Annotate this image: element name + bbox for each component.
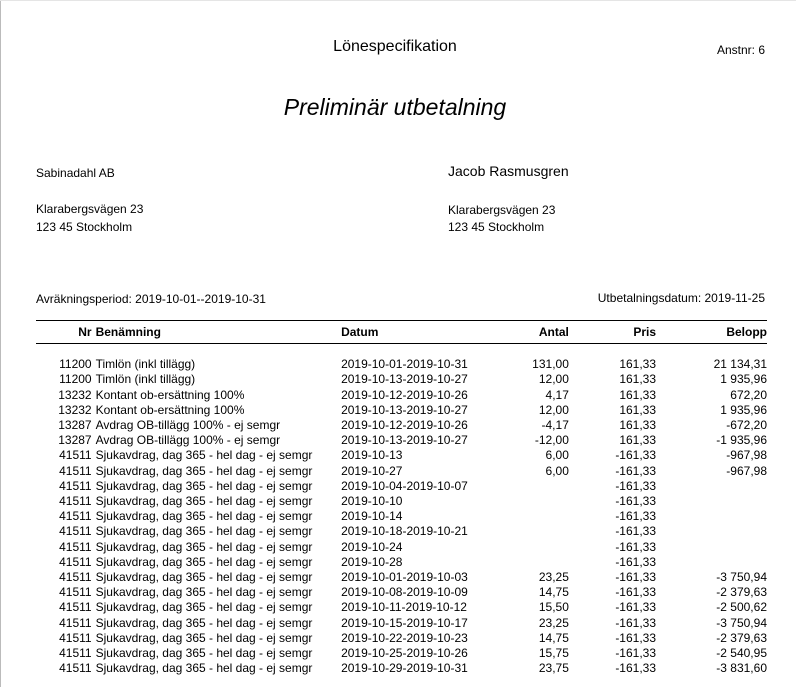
table-row (36, 661, 767, 676)
page-edge-top (0, 0, 796, 1)
cell-nr: 41511 (59, 570, 92, 585)
cell-nr: 41511 (59, 661, 92, 676)
table-row (36, 646, 767, 661)
cell-date: 2019-10-27 (341, 463, 403, 478)
cell-pris: 161,33 (619, 418, 657, 432)
cell-date: 2019-10-25-2019-10-26 (341, 646, 468, 661)
cell-nr: 41511 (59, 539, 92, 554)
cell-name: Sjukavdrag, dag 365 - hel dag - ej semgr (95, 615, 313, 630)
cell-date: 2019-10-28 (341, 554, 403, 569)
cell-belopp: -2 379,63 (716, 585, 767, 600)
cell-name: Sjukavdrag, dag 365 - hel dag - ej semgr (95, 554, 313, 569)
cell-date: 2019-10-12-2019-10-26 (341, 418, 468, 432)
cell-antal (491, 494, 569, 509)
cell-date: 2019-10-11-2019-10-12 (341, 600, 467, 615)
cell-nr: 41511 (59, 448, 92, 463)
cell-antal: 131,00 (532, 357, 569, 372)
cell-nr: 41511 (59, 646, 92, 661)
cell-nr: 41511 (59, 554, 92, 569)
cell-antal: -4,17 (541, 418, 569, 432)
employee-name: Jacob Rasmusgren (448, 163, 569, 179)
cell-antal (491, 540, 569, 555)
cell-nr: 13232 (58, 402, 92, 417)
pay-items-table (36, 322, 767, 676)
table-row (36, 494, 767, 509)
cell-antal: 12,00 (538, 372, 569, 387)
table-row (36, 524, 767, 539)
cell-date: 2019-10-15-2019-10-17 (341, 615, 468, 630)
cell-name: Sjukavdrag, dag 365 - hel dag - ej semgr (95, 585, 313, 600)
cell-nr: 41511 (59, 524, 92, 539)
table-top-rule (36, 320, 767, 321)
cell-date: 2019-10-10 (341, 494, 403, 509)
cell-pris: 161,33 (619, 387, 657, 402)
cell-antal: 4,17 (545, 387, 569, 402)
employee-city: 123 45 Stockholm (448, 220, 545, 234)
cell-antal: -12,00 (534, 433, 569, 448)
cell-antal: 12,00 (538, 402, 569, 417)
cell-antal: 23,25 (538, 615, 569, 630)
cell-date: 2019-10-04-2019-10-07 (341, 478, 468, 493)
cell-date: 2019-10-08-2019-10-09 (341, 585, 468, 600)
table-row (36, 479, 767, 494)
table-row (36, 372, 767, 387)
cell-pris: -161,33 (615, 539, 657, 554)
table-row (36, 555, 767, 570)
table-row (36, 509, 767, 524)
cell-name: Sjukavdrag, dag 365 - hel dag - ej semgr (95, 463, 313, 478)
cell-belopp: -967,98 (726, 463, 767, 478)
cell-name: Avdrag OB-tillägg 100% - ej semgr (95, 433, 281, 448)
cell-date: 2019-10-14 (341, 509, 403, 524)
cell-date: 2019-10-18-2019-10-21 (341, 524, 468, 539)
cell-pris: -161,33 (615, 661, 657, 676)
cell-belopp (656, 479, 767, 494)
cell-pris: 161,33 (619, 372, 657, 387)
cell-belopp: -2 500,62 (716, 600, 767, 615)
payment-date: Utbetalningsdatum: 2019-11-25 (597, 291, 765, 305)
table-row (36, 464, 767, 479)
cell-name: Sjukavdrag, dag 365 - hel dag - ej semgr (95, 524, 313, 539)
table-row (36, 570, 767, 585)
cell-nr: 11200 (59, 372, 92, 387)
cell-nr: 41511 (59, 463, 92, 478)
cell-date: 2019-10-13-2019-10-27 (341, 402, 468, 417)
table-header-row (36, 322, 767, 342)
col-header-date: Datum (341, 325, 379, 339)
cell-date: 2019-10-22-2019-10-23 (341, 630, 468, 645)
cell-pris: -161,33 (615, 585, 657, 600)
cell-pris: -161,33 (615, 478, 657, 493)
cell-belopp: 1 935,96 (720, 372, 767, 387)
cell-pris: -161,33 (615, 615, 657, 630)
cell-pris: 161,33 (619, 357, 657, 372)
cell-belopp: -3 750,94 (716, 615, 767, 630)
cell-date: 2019-10-01-2019-10-31 (341, 357, 468, 372)
cell-belopp: 1 935,96 (720, 402, 767, 417)
cell-antal (491, 555, 569, 570)
table-row (36, 631, 767, 646)
cell-pris: -161,33 (615, 570, 657, 585)
col-header-antal: Antal (538, 325, 569, 339)
cell-belopp: 672,20 (730, 387, 767, 402)
employee-street: Klarabergsvägen 23 (448, 203, 556, 217)
cell-nr: 41511 (59, 509, 92, 524)
cell-pris: -161,33 (615, 463, 657, 478)
settlement-period: Avräkningsperiod: 2019-10-01--2019-10-31 (36, 292, 266, 306)
cell-name: Timlön (inkl tillägg) (95, 372, 196, 387)
cell-nr: 13287 (58, 418, 92, 432)
cell-belopp (656, 494, 767, 509)
cell-name: Sjukavdrag, dag 365 - hel dag - ej semgr (95, 570, 313, 585)
cell-name: Sjukavdrag, dag 365 - hel dag - ej semgr (95, 630, 313, 645)
cell-antal: 14,75 (538, 630, 569, 645)
cell-belopp: -1 935,96 (716, 433, 767, 448)
table-row (36, 403, 767, 418)
col-header-nr: Nr (78, 325, 92, 339)
cell-name: Kontant ob-ersättning 100% (95, 387, 245, 402)
cell-belopp: -2 379,63 (716, 630, 767, 645)
cell-antal: 15,50 (538, 600, 569, 615)
cell-pris: 161,33 (619, 433, 657, 448)
cell-name: Timlön (inkl tillägg) (95, 357, 196, 372)
cell-belopp (656, 509, 767, 524)
spacer-row (36, 342, 767, 357)
cell-nr: 11200 (59, 357, 92, 372)
col-header-belopp: Belopp (726, 325, 767, 339)
cell-belopp: -672,20 (726, 418, 767, 432)
cell-pris: -161,33 (615, 509, 657, 524)
cell-pris: -161,33 (615, 554, 657, 569)
table-row (36, 585, 767, 600)
table-row (36, 540, 767, 555)
cell-nr: 13232 (58, 387, 92, 402)
cell-belopp: -2 540,95 (716, 646, 767, 661)
cell-belopp (656, 524, 767, 539)
cell-nr: 41511 (59, 478, 92, 493)
cell-antal (491, 524, 569, 539)
cell-date: 2019-10-13-2019-10-27 (341, 372, 468, 387)
cell-antal: 23,75 (538, 661, 569, 676)
cell-belopp (656, 540, 767, 555)
cell-belopp: 21 134,31 (713, 357, 767, 372)
cell-name: Sjukavdrag, dag 365 - hel dag - ej semgr (95, 448, 313, 463)
cell-nr: 41511 (59, 600, 92, 615)
cell-name: Sjukavdrag, dag 365 - hel dag - ej semgr (95, 509, 313, 524)
col-header-name: Benämning (95, 325, 161, 339)
employer-name: Sabinadahl AB (36, 166, 115, 180)
cell-pris: -161,33 (615, 448, 657, 463)
cell-antal: 23,25 (538, 570, 569, 585)
cell-name: Sjukavdrag, dag 365 - hel dag - ej semgr (95, 661, 313, 676)
cell-date: 2019-10-01-2019-10-03 (341, 570, 468, 585)
cell-name: Avdrag OB-tillägg 100% - ej semgr (95, 418, 281, 432)
cell-nr: 41511 (59, 494, 92, 509)
table-row (36, 418, 767, 433)
cell-nr: 41511 (59, 630, 92, 645)
cell-belopp (656, 555, 767, 570)
cell-date: 2019-10-24 (341, 539, 403, 554)
cell-name: Sjukavdrag, dag 365 - hel dag - ej semgr (95, 539, 313, 554)
cell-antal: 14,75 (538, 585, 569, 600)
cell-name: Sjukavdrag, dag 365 - hel dag - ej semgr (95, 478, 313, 493)
cell-nr: 41511 (59, 585, 92, 600)
table-row (36, 600, 767, 615)
cell-belopp: -3 750,94 (716, 570, 767, 585)
cell-name: Sjukavdrag, dag 365 - hel dag - ej semgr (95, 646, 313, 661)
cell-pris: 161,33 (619, 402, 657, 417)
cell-name: Kontant ob-ersättning 100% (95, 402, 245, 417)
cell-antal (491, 479, 569, 494)
cell-date: 2019-10-29-2019-10-31 (341, 661, 468, 676)
employee-number: Anstnr: 6 (716, 43, 765, 57)
cell-antal (491, 509, 569, 524)
table-row (36, 448, 767, 463)
cell-date: 2019-10-12-2019-10-26 (341, 387, 468, 402)
table-row (36, 433, 767, 448)
cell-pris: -161,33 (615, 524, 657, 539)
employer-city: 123 45 Stockholm (36, 220, 133, 234)
cell-pris: -161,33 (615, 494, 657, 509)
cell-pris: -161,33 (615, 646, 657, 661)
cell-name: Sjukavdrag, dag 365 - hel dag - ej semgr (95, 494, 313, 509)
table-row (36, 616, 767, 631)
cell-belopp: -3 831,60 (716, 661, 767, 676)
col-header-pris: Pris (633, 325, 657, 339)
cell-nr: 13287 (58, 433, 92, 448)
employer-street: Klarabergsvägen 23 (36, 202, 144, 216)
cell-pris: -161,33 (615, 630, 657, 645)
cell-antal: 15,75 (538, 646, 569, 661)
cell-name: Sjukavdrag, dag 365 - hel dag - ej semgr (95, 600, 313, 615)
cell-date: 2019-10-13-2019-10-27 (341, 433, 468, 448)
cell-antal: 6,00 (545, 448, 569, 463)
document-subtitle: Preliminär utbetalning (283, 94, 507, 120)
cell-nr: 41511 (59, 615, 92, 630)
cell-antal: 6,00 (545, 463, 569, 478)
table-body (36, 342, 767, 676)
table-row (36, 357, 767, 372)
cell-belopp: -967,98 (726, 448, 767, 463)
cell-pris: -161,33 (615, 600, 657, 615)
document-title: Lönespecifikation (333, 38, 457, 55)
cell-date: 2019-10-13 (341, 448, 403, 463)
table-row (36, 388, 767, 403)
